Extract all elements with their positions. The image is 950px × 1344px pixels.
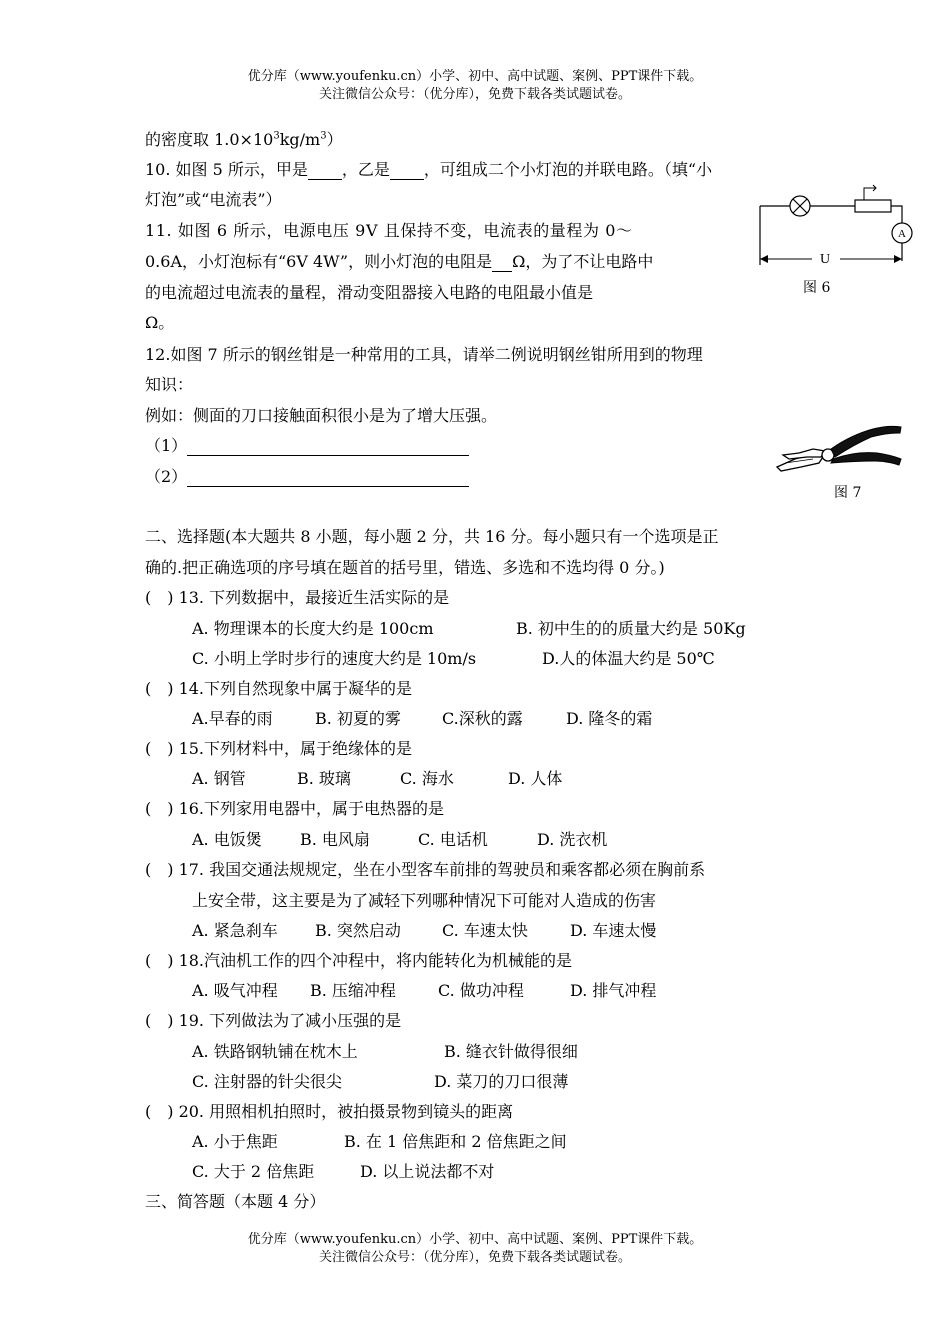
voltage-label: U <box>819 252 831 267</box>
q12-answer-1 <box>145 433 469 456</box>
q19-option-d[interactable]: D. 菜刀的刀口很薄 <box>434 1072 569 1091</box>
q15-option-c[interactable]: C. 海水 <box>400 769 454 788</box>
q13-option-d[interactable]: D.人的体温大约是 50℃ <box>542 649 715 668</box>
q20-option-c[interactable]: C. 大于 2 倍焦距 <box>192 1162 315 1181</box>
q10-blank-2[interactable] <box>390 163 424 180</box>
q19-stem: ( ) 19. 下列做法为了减小压强的是 <box>145 1011 402 1030</box>
q12-line-1: 12.如图 7 所示的钢丝钳是一种常用的工具，请举二例说明钢丝钳所用到的物理 <box>145 345 703 364</box>
q10-text-c: ，可组成二个小灯泡的并联电路。（填“小 <box>423 160 713 179</box>
q9-sup-a: 3 <box>273 130 280 142</box>
q14-option-c[interactable]: C.深秋的露 <box>442 709 523 728</box>
header-line-2: 关注微信公众号：（优分库），免费下载各类试题试卷。 <box>318 87 631 102</box>
q14-options <box>192 706 652 729</box>
q18-options <box>192 978 656 1001</box>
q12-answer-2-blank[interactable] <box>187 470 469 487</box>
q9-text-a: 的密度取 1.0×10 <box>145 130 274 149</box>
q13-stem: ( ) 13. 下列数据中，最接近生活实际的是 <box>145 588 450 607</box>
q14-stem: ( ) 14.下列自然现象中属于凝华的是 <box>145 679 413 698</box>
q18-stem: ( ) 18.汽油机工作的四个冲程中，将内能转化为机械能的是 <box>145 951 573 970</box>
q19-option-a[interactable]: A. 铁路钢轨铺在枕木上 <box>192 1042 358 1061</box>
q12-ans2-label: （2） <box>145 467 188 486</box>
q15-option-d[interactable]: D. 人体 <box>508 769 563 788</box>
q17-stem-2: 上安全带，这主要是为了减轻下列哪种情况下可能对人造成的伤害 <box>192 891 657 910</box>
voltage-arrow <box>760 255 902 263</box>
q18-option-a[interactable]: A. 吸气冲程 <box>192 981 278 1000</box>
rheostat-symbol <box>855 200 891 212</box>
q11-line-3: 的电流超过电流表的量程，滑动变阻器接入电路的电阻最小值是 <box>145 283 594 302</box>
q12-answer-2 <box>145 464 469 487</box>
q11-text-b: Ω，为了不让电路中 <box>512 252 654 271</box>
q17-stem: ( ) 17. 我国交通法规规定，坐在小型客车前排的驾驶员和乘客都必须在胸前系 <box>145 860 706 879</box>
q9-text-c: ） <box>326 130 343 149</box>
pliers-handle-lower <box>831 453 901 465</box>
figure-7-pliers <box>773 415 905 481</box>
q14-option-a[interactable]: A.早春的雨 <box>192 709 273 728</box>
q13-options-row-1 <box>192 616 746 639</box>
q10-text-a: 10. 如图 5 所示，甲是 <box>145 160 308 179</box>
footer-line-1: 优分库（www.youfenku.cn）小学、初中、高中试题、案例、PPT课件下载。 <box>247 1232 703 1247</box>
section-2-line-1: 二、选择题(本大题共 8 小题，每小题 2 分，共 16 分。每小题只有一个选项是正 <box>145 527 719 546</box>
figure-6-caption: 图 6 <box>803 280 831 296</box>
q19-options-row-1 <box>192 1039 578 1062</box>
q15-option-b[interactable]: B. 玻璃 <box>297 769 351 788</box>
rheostat-slider <box>864 185 876 200</box>
pliers-jaws <box>777 449 825 471</box>
q20-options-row-2 <box>192 1159 494 1182</box>
q16-options <box>192 827 607 850</box>
section-3-title: 三、简答题（本题 4 分） <box>145 1192 326 1211</box>
q18-option-d[interactable]: D. 排气冲程 <box>570 981 657 1000</box>
lamp-symbol <box>790 196 810 216</box>
q15-stem: ( ) 15.下列材料中，属于绝缘体的是 <box>145 739 413 758</box>
q12-answer-1-blank[interactable] <box>187 439 469 456</box>
q14-option-b[interactable]: B. 初夏的雾 <box>315 709 401 728</box>
q10-line-2: 灯泡”或“电流表”） <box>145 190 282 209</box>
q13-options-row-2 <box>192 646 715 669</box>
q16-option-a[interactable]: A. 电饭煲 <box>192 830 262 849</box>
figure-7-caption: 图 7 <box>834 485 862 501</box>
q20-stem: ( ) 20. 用照相机拍照时，被拍摄景物到镜头的距离 <box>145 1102 514 1121</box>
q19-options-row-2 <box>192 1069 568 1092</box>
q10-text-b: ，乙是 <box>341 160 390 179</box>
q16-option-b[interactable]: B. 电风扇 <box>300 830 370 849</box>
q17-option-b[interactable]: B. 突然启动 <box>315 921 401 940</box>
q13-option-c[interactable]: C. 小明上学时步行的速度大约是 10m/s <box>192 649 477 668</box>
q9-text-b: kg/m <box>279 130 321 149</box>
footer-line-2: 关注微信公众号：（优分库），免费下载各类试题试卷。 <box>318 1250 631 1265</box>
figure-6-circuit <box>752 183 922 273</box>
q15-option-a[interactable]: A. 钢管 <box>192 769 246 788</box>
q16-option-c[interactable]: C. 电话机 <box>418 830 488 849</box>
q16-stem: ( ) 16.下列家用电器中，属于电热器的是 <box>145 799 445 818</box>
q17-options <box>192 918 656 941</box>
q15-options <box>192 766 562 789</box>
q9-tail <box>145 127 343 150</box>
q11-blank-1[interactable] <box>492 255 512 272</box>
q13-option-a[interactable]: A. 物理课本的长度大约是 100cm <box>192 619 434 638</box>
q17-option-d[interactable]: D. 车速太慢 <box>570 921 657 940</box>
q10-line-1 <box>145 157 712 180</box>
q11-text-a: 0.6A，小灯泡标有“6V 4W”，则小灯泡的电阻是 <box>145 252 493 271</box>
q17-option-a[interactable]: A. 紧急刹车 <box>192 921 278 940</box>
q18-option-c[interactable]: C. 做功冲程 <box>438 981 524 1000</box>
wire-right-top <box>891 206 902 223</box>
q12-ans1-label: （1） <box>145 436 188 455</box>
q20-option-b[interactable]: B. 在 1 倍焦距和 2 倍焦距之间 <box>344 1132 567 1151</box>
q20-option-a[interactable]: A. 小于焦距 <box>192 1132 278 1151</box>
ammeter-label: A <box>898 228 906 240</box>
q16-option-d[interactable]: D. 洗衣机 <box>537 830 608 849</box>
q20-option-d[interactable]: D. 以上说法都不对 <box>360 1162 495 1181</box>
header-line-1: 优分库（www.youfenku.cn）小学、初中、高中试题、案例、PPT课件下载。 <box>247 69 703 84</box>
q19-option-c[interactable]: C. 注射器的针尖很尖 <box>192 1072 342 1091</box>
q9-sup-b: 3 <box>320 130 327 142</box>
q14-option-d[interactable]: D. 隆冬的霜 <box>566 709 653 728</box>
q18-option-b[interactable]: B. 压缩冲程 <box>310 981 396 1000</box>
q20-options-row-1 <box>192 1129 567 1152</box>
q17-option-c[interactable]: C. 车速太快 <box>442 921 528 940</box>
q13-option-b[interactable]: B. 初中生的的质量大约是 50Kg <box>516 619 746 638</box>
q11-line-1: 11. 如图 6 所示，电源电压 9V 且保持不变，电流表的量程为 0～ <box>145 221 633 240</box>
q12-example: 例如：侧面的刀口接触面积很小是为了增大压强。 <box>145 406 498 425</box>
section-2-line-2: 确的.把正确选项的序号填在题首的括号里，错选、多选和不选均得 0 分。) <box>145 558 665 577</box>
q19-option-b[interactable]: B. 缝衣针做得很细 <box>444 1042 578 1061</box>
q11-line-2 <box>145 249 653 272</box>
q11-line-4: Ω。 <box>145 313 175 332</box>
q12-line-2: 知识： <box>145 375 194 394</box>
q10-blank-1[interactable] <box>308 163 342 180</box>
